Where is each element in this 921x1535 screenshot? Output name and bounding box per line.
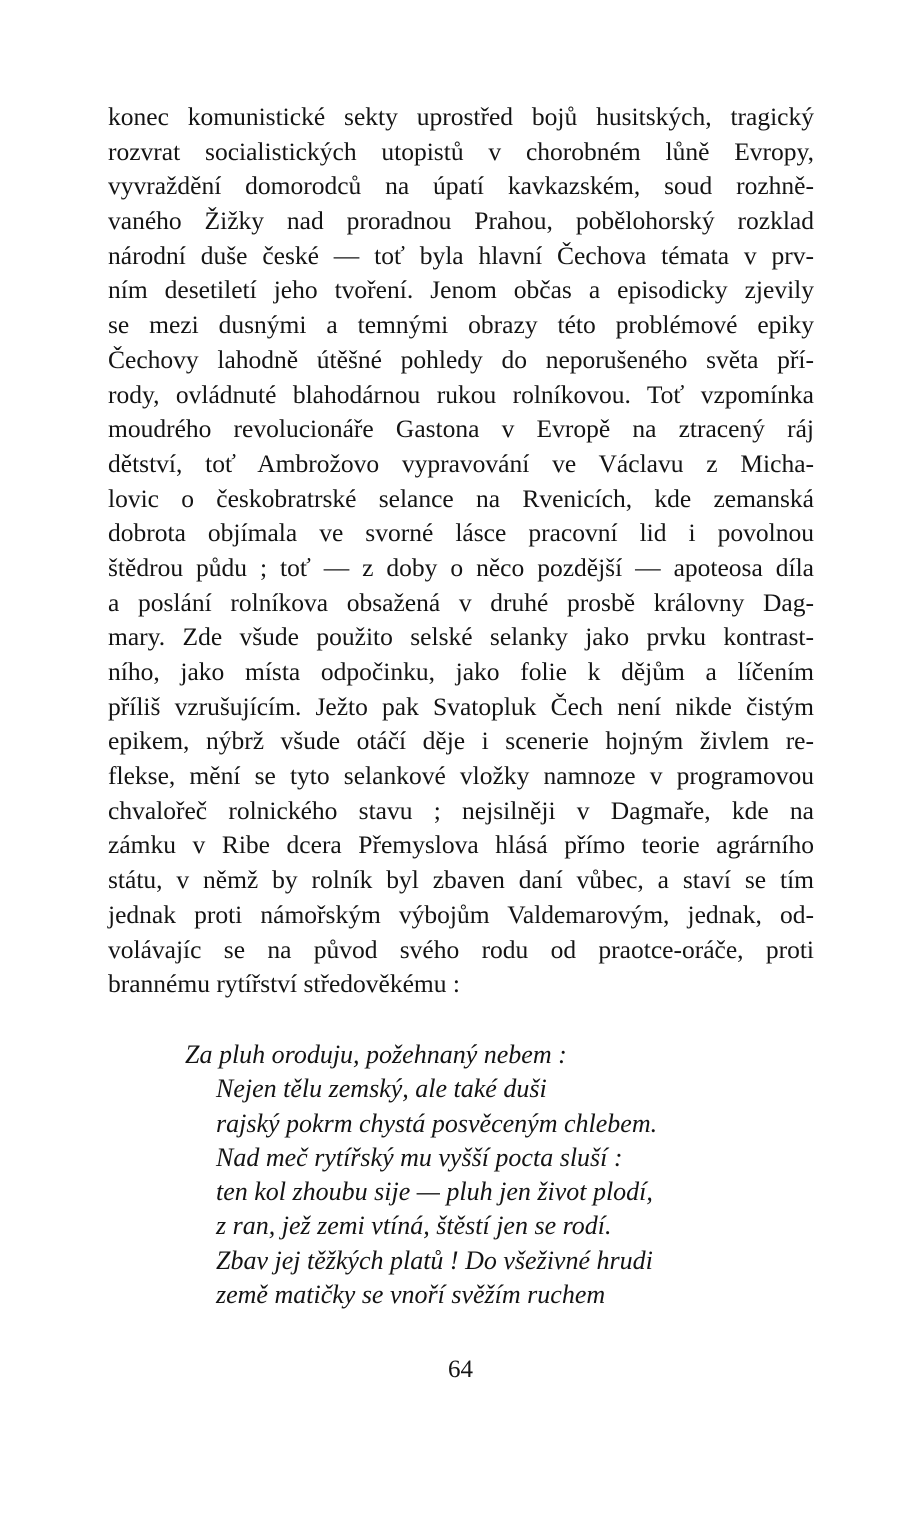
verse-line: z ran, jež zemi vtíná, štěstí jen se rodí. [216, 1211, 612, 1241]
text-line: ním desetiletí jeho tvoření. Jenom občas a episodicky zjevily [108, 275, 814, 305]
text-line: flekse, mění se tyto selankové vložky namnoze v programovou [108, 761, 814, 791]
verse-line: Nejen tělu zemský, ale také duši [216, 1074, 547, 1104]
verse-line: ten kol zhoubu sije — pluh jen život plodí, [216, 1177, 653, 1207]
verse-line: Zbav jej těžkých platů ! Do všeživné hrudi [216, 1245, 653, 1275]
text-line: státu, v němž by rolník byl zbaven daní vůbec, a staví se tím [108, 865, 814, 895]
text-line: štědrou půdu ; toť — z doby o něco pozdější — apoteosa díla [108, 552, 814, 582]
text-line: Čechovy lahodně útěšné pohledy do neporušeného světa pří- [108, 344, 814, 374]
text-line: zámku v Ribe dcera Přemyslova hlásá přímo teorie agrárního [108, 830, 814, 860]
text-line: konec komunistické sekty uprostřed bojů husitských, tragický [108, 102, 814, 131]
text-line: chvalořeč rolnického stavu ; nejsilněji v Dagmaře, kde na [108, 795, 814, 825]
text-line: vaného Žižky nad proradnou Prahou, pobělohorský rozklad [108, 206, 814, 236]
verse-line: rajský pokrm chystá posvěceným chlebem. [216, 1108, 658, 1138]
text-line: moudrého revolucionáře Gastona v Evropě na ztracený ráj [108, 414, 814, 444]
text-line: lovic o českobratrské selance na Rvenicích, kde zemanská [108, 483, 814, 513]
verse-quotation [185, 1038, 805, 1312]
text-line: mary. Zde všude použito selské selanky jako prvku kontrast- [108, 622, 814, 652]
text-line: jednak proti námořským výbojům Valdemarovým, jednak, od- [108, 899, 814, 929]
verse-line: Nad meč rytířský mu vyšší pocta sluší : [216, 1142, 623, 1172]
text-line: dětství, toť Ambrožovo vypravování ve Václavu z Micha- [108, 448, 814, 478]
text-line: příliš vzrušujícím. Ježto pak Svatopluk Čech není nikde čistým [108, 691, 814, 721]
text-line: vyvraždění domorodců na úpatí kavkazském, soud rozhně- [108, 171, 814, 201]
text-line: epikem, nýbrž všude otáčí děje i scenerie hojným živlem re- [108, 726, 814, 756]
text-line: brannému rytířství středověkému : [108, 969, 460, 999]
body-paragraph [108, 100, 814, 1002]
text-line: národní duše české — toť byla hlavní Čechova témata v prv- [108, 240, 814, 270]
text-line: rozvrat socialistických utopistů v chorobném lůně Evropy, [108, 136, 814, 166]
text-line: a poslání rolníkova obsažená v druhé prosbě královny Dag- [108, 587, 814, 617]
text-line: se mezi dusnými a temnými obrazy této problémové epiky [108, 310, 814, 340]
text-line: volávajíc se na původ svého rodu od praotce-oráče, proti [108, 934, 814, 964]
verse-line: země matičky se vnoří svěžím ruchem [216, 1280, 606, 1310]
text-line: ního, jako místa odpočinku, jako folie k dějům a líčením [108, 657, 814, 686]
text-line: rody, ovládnuté blahodárnou rukou rolníkovou. Toť vzpomínka [108, 379, 814, 409]
text-line: dobrota objímala ve svorné lásce pracovní lid i povolnou [108, 518, 814, 548]
verse-line: Za pluh oroduju, požehnaný nebem : [185, 1040, 567, 1069]
page-number: 64 [448, 1356, 473, 1383]
